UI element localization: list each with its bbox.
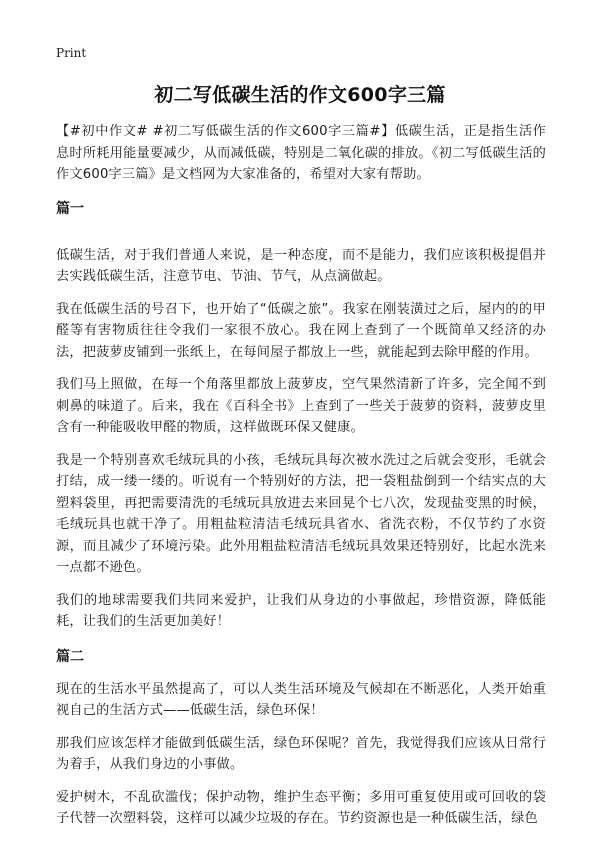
paragraph: 低碳生活，对于我们普通人来说，是一种态度，而不是能力，我们应该积极提倡并去实践低碳生活，注意节电、节油、节气，从点滴做起。 — [56, 247, 546, 284]
article-body — [56, 121, 546, 841]
article-title: 初二写低碳生活的作文600字三篇 — [154, 84, 446, 106]
paragraph: 我们的地球需要我们共同来爱护，让我们从身边的小事做起，珍惜资源，降低能耗，让我们的生活更加美好！ — [56, 592, 546, 629]
paragraph: 我是一个特别喜欢毛绒玩具的小孩，毛绒玩具每次被水洗过之后就会变形，毛就会打结，成一缕一缕的。听说有一个特别好的方法，把一袋粗盐倒到一个结实点的大塑料袋里，再把需要清洗的毛绒玩具放进去来回晃个七八次，发现盐变黑的时候，毛绒玩具也就干净了。用粗盐粒清洁毛绒玩具省水、省洗衣粉，不仅节约了水资源，而且减少了环境污染。此外用粗盐粒清洁毛绒玩具效果还特别好，比起水洗来一点都不逊色。 — [56, 452, 546, 575]
paragraph: 爱护树木，不乱砍滥伐；保护动物，维护生态平衡；多用可重复使用或可回收的袋子代替一次塑料袋，这样可以减少垃圾的存在。节约资源也是一种低碳生活，绿色 — [56, 789, 546, 826]
section-heading: 篇二 — [56, 648, 84, 665]
paragraph: 那我们应该怎样才能做到低碳生活，绿色环保呢？首先，我觉得我们应该从日常行为着手，从我们身边的小事做。 — [56, 735, 546, 772]
paragraph: 我在低碳生活的号召下，也开始了“低碳之旅”。我家在刚装潢过之后，屋内的的甲醛等有害物质往往令我们一家很不放心。我在网上查到了一个既简单又经济的办法，把菠萝皮铺到一张纸上，在每间屋子都放上一些，就能起到去除甲醛的作用。 — [56, 301, 546, 360]
print-link[interactable]: Print — [56, 46, 87, 60]
section-heading: 篇一 — [56, 200, 84, 217]
article-intro: 【#初中作文# #初二写低碳生活的作文600字三篇#】低碳生活，正是指生活作息时所耗用能量要减少，从而减低碳，特别是二氧化碳的排放。《初二写低碳生活的作文600字三篇》是文档网为大家准备的，希望对大家有帮助。 — [56, 124, 546, 182]
paragraph: 现在的生活水平虽然提高了，可以人类生活环境及气候却在不断恶化，人类开始重视自己的生活方式——低碳生活，绿色环保！ — [56, 681, 546, 718]
paragraph: 我们马上照做，在每一个角落里都放上菠萝皮，空气果然清新了许多，完全闻不到刺鼻的味道了。后来，我在《百科全书》上查到了一些关于菠萝的资料，菠萝皮里含有一种能吸收甲醛的物质，这样做既环保又健康。 — [56, 377, 546, 435]
